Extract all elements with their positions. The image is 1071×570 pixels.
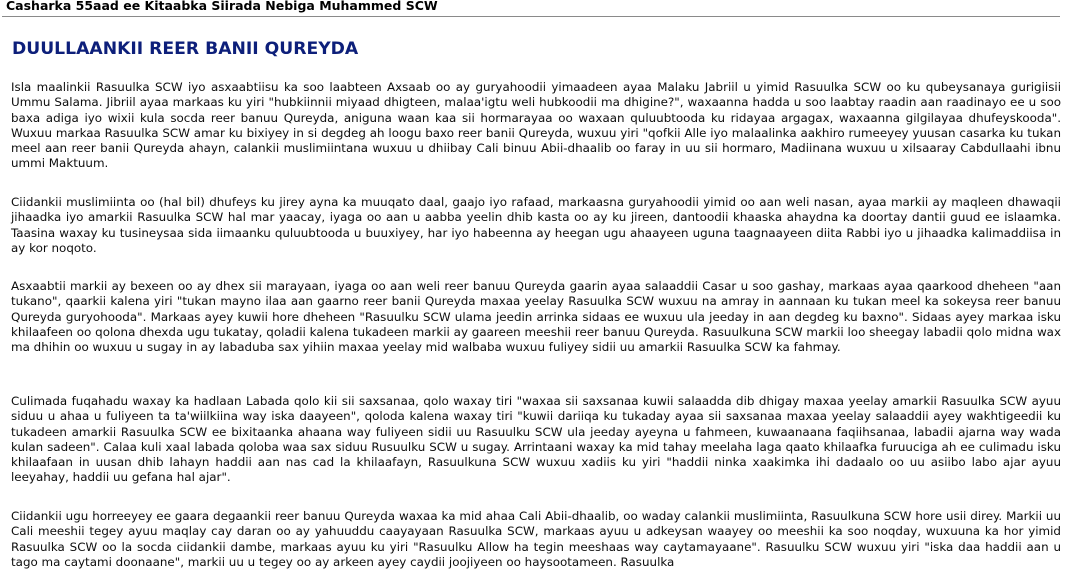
article-paragraph: Asxaabtii markii ay bexeen oo ay dhex sii marayaan, iyaga oo aan weli reer banuu Qureyda gaarin ayaa salaaddii Casar u soo gashay, markaas ayaa qaarkood dheheen "aan tukano", qaarkii kalena yiri "tukan mayno ilaa aan gaarno reer banii Qureyda maxaa yeelay Rasuulka SCW wuxuu na amray in aannaan ku tukan meel ka sokeysa reer banuu Qureyda guryohooda". Markaas ayey kuwii hore dheheen "Rasuulku SCW ulama jeedin arrinka sidaas ee wuxuu ula jeeday in aan degdeg ku baxno". Sidaas ayey markaa isku khilaafeen oo qolona dhexda ugu tukatay, qoladii kalena tukadeen markii ay gaareen meeshii reer banuu Qureyda. Rasuulkuna SCW markii loo sheegay labadii qolo midna wax ma dhihin oo wuxuu u sugay in ay labaduba sax yihiin maxaa yeelay mid walbaba wuxuu fuliyey sidii uu amarkii Rasuulka SCW ka fahmay. [11,279,1061,355]
page-title: Casharka 55aad ee Kitaabka Siirada Nebiga Muhammed SCW [6,0,438,13]
article-heading: DUULLAANKII REER BANII QUREYDA [12,39,359,59]
article-paragraph: Isla maalinkii Rasuulka SCW iyo asxaabtiisu ka soo laabteen Axsaab oo ay guryahoodii yimaadeen ayaa Malaku Jabriil u yimid Rasuulka SCW oo ku qubeysanaya gurigiisii Ummu Salama. Jibriil ayaa markaas ku yiri "hubkiinnii miyaad dhigteen, malaa'igtu weli hubkoodii ma dhigine?", waxaanna hadda u soo laabtay raadin aan raadinayo ee u soo baxa adiga iyo wixii kula socda reer banuu Qureyda, aniguna waan kaa sii hormarayaa oo waxaan quluubtooda ku ridayaa argagax, waxaanna gilgilayaa dhufeyskooda". Wuxuu markaa Rasuulka SCW amar ku bixiyey in si degdeg ah loogu baxo reer banii Qureyda, wuxuu yiri "qofkii Alle iyo malaalinka aakhiro rumeeyey yuusan casarka ku tukan meel aan reer banii Qureyda ahayn, calankii muslimiintana wuxuu u dhiibay Cali binuu Abii-dhaalib oo faray in uu sii hormaro, Madiinana wuxuu u xilsaaray Cabdullaahi ibnu ummi Maktuum. [11,80,1061,171]
article-paragraph: Ciidankii muslimiinta oo (hal bil) dhufeys ku jirey ayna ka muuqato daal, gaajo iyo rafaad, markaasna guryahoodii yimid oo aan weli nasan, ayaa markii ay maqleen dhawaqii jihaadka iyo amarkii Rasuulka SCW hal mar yaacay, iyaga oo aan u aabba yeelin dhib kasta oo ay ku jireen, dantoodii khaaska ahaydna ka doortay dantii guud ee islaamka. Taasina waxay ku tusineysaa sida iimaanku quluubtooda u buuxiyey, har iyo habeenna ay heegan ugu ahaayeen uguna taagnaayeen diita Rabbi iyo u jihaadka kalimaddiisa in ay kor noqoto. [11,195,1061,255]
article-paragraph: Ciidankii ugu horreeyey ee gaara degaankii reer banuu Qureyda waxaa ka mid ahaa Cali Abii-dhaalib, oo waday calankii muslimiinta, Rasuulkuna SCW hore usii direy. Markii uu Cali meeshii tegey ayuu maqlay cay daran oo ay yahuuddu caayayaan Rasuulka SCW, markaas ayuu u adkeysan waayey oo meeshii ka soo noqday, wuxuuna ka hor yimid Rasuulka SCW oo la socda ciidankii dambe, markaas ayuu ku yiri "Rasuulku Allow ha tegin meeshaas way caytamayaane". Rasuulku SCW wuxuu yiri "iska daa haddii aan u tago ma caytami doonaane", markii uu u tegey oo ay arkeen ayey caydii joojiyeen oo haysootameen. Rasuulka [11,509,1061,569]
article-paragraph: Culimada fuqahadu waxay ka hadlaan Labada qolo kii sii saxsanaa, qolo waxay tiri "waxaa sii saxsanaa kuwii salaadda dib dhigay maxaa yeelay amarkii Rasuulka SCW ayuu siduu u ahaa u fuliyeen ta ta'wiilkiina way iska daayeen", qoloda kalena waxay tiri "kuwii dariiqa ku tukaday ayaa sii saxsanaa maxaa yeelay salaaddii ayey wakhtigeedii ku tukadeen amarkii Rasuulka SCW ee bixitaanka ahaana way fuliyeen sidii uu Rasuulku SCW ula jeeday ayeyna u fahmeen, kuwaanaana faqiihsanaa, labadii ajarna way wada kulan sadeen". Calaa kuli xaal labada qoloba waa sax siduu Rusuulku SCW u sugay. Arrintaani waxay ka mid tahay meelaha laga qaato khilaafka furuuciga ah ee culimadu isku khilaafaan in uusan dhib lahayn haddii aan nas cad la khilaafayn, Rasuulkuna SCW wuxuu xadiis ku yiri "haddii ninka xaakimka ihi dadaalo oo uu asiibo labo ajar ayuu leeyahay, haddii uu gefana hal ajar". [11,394,1061,485]
